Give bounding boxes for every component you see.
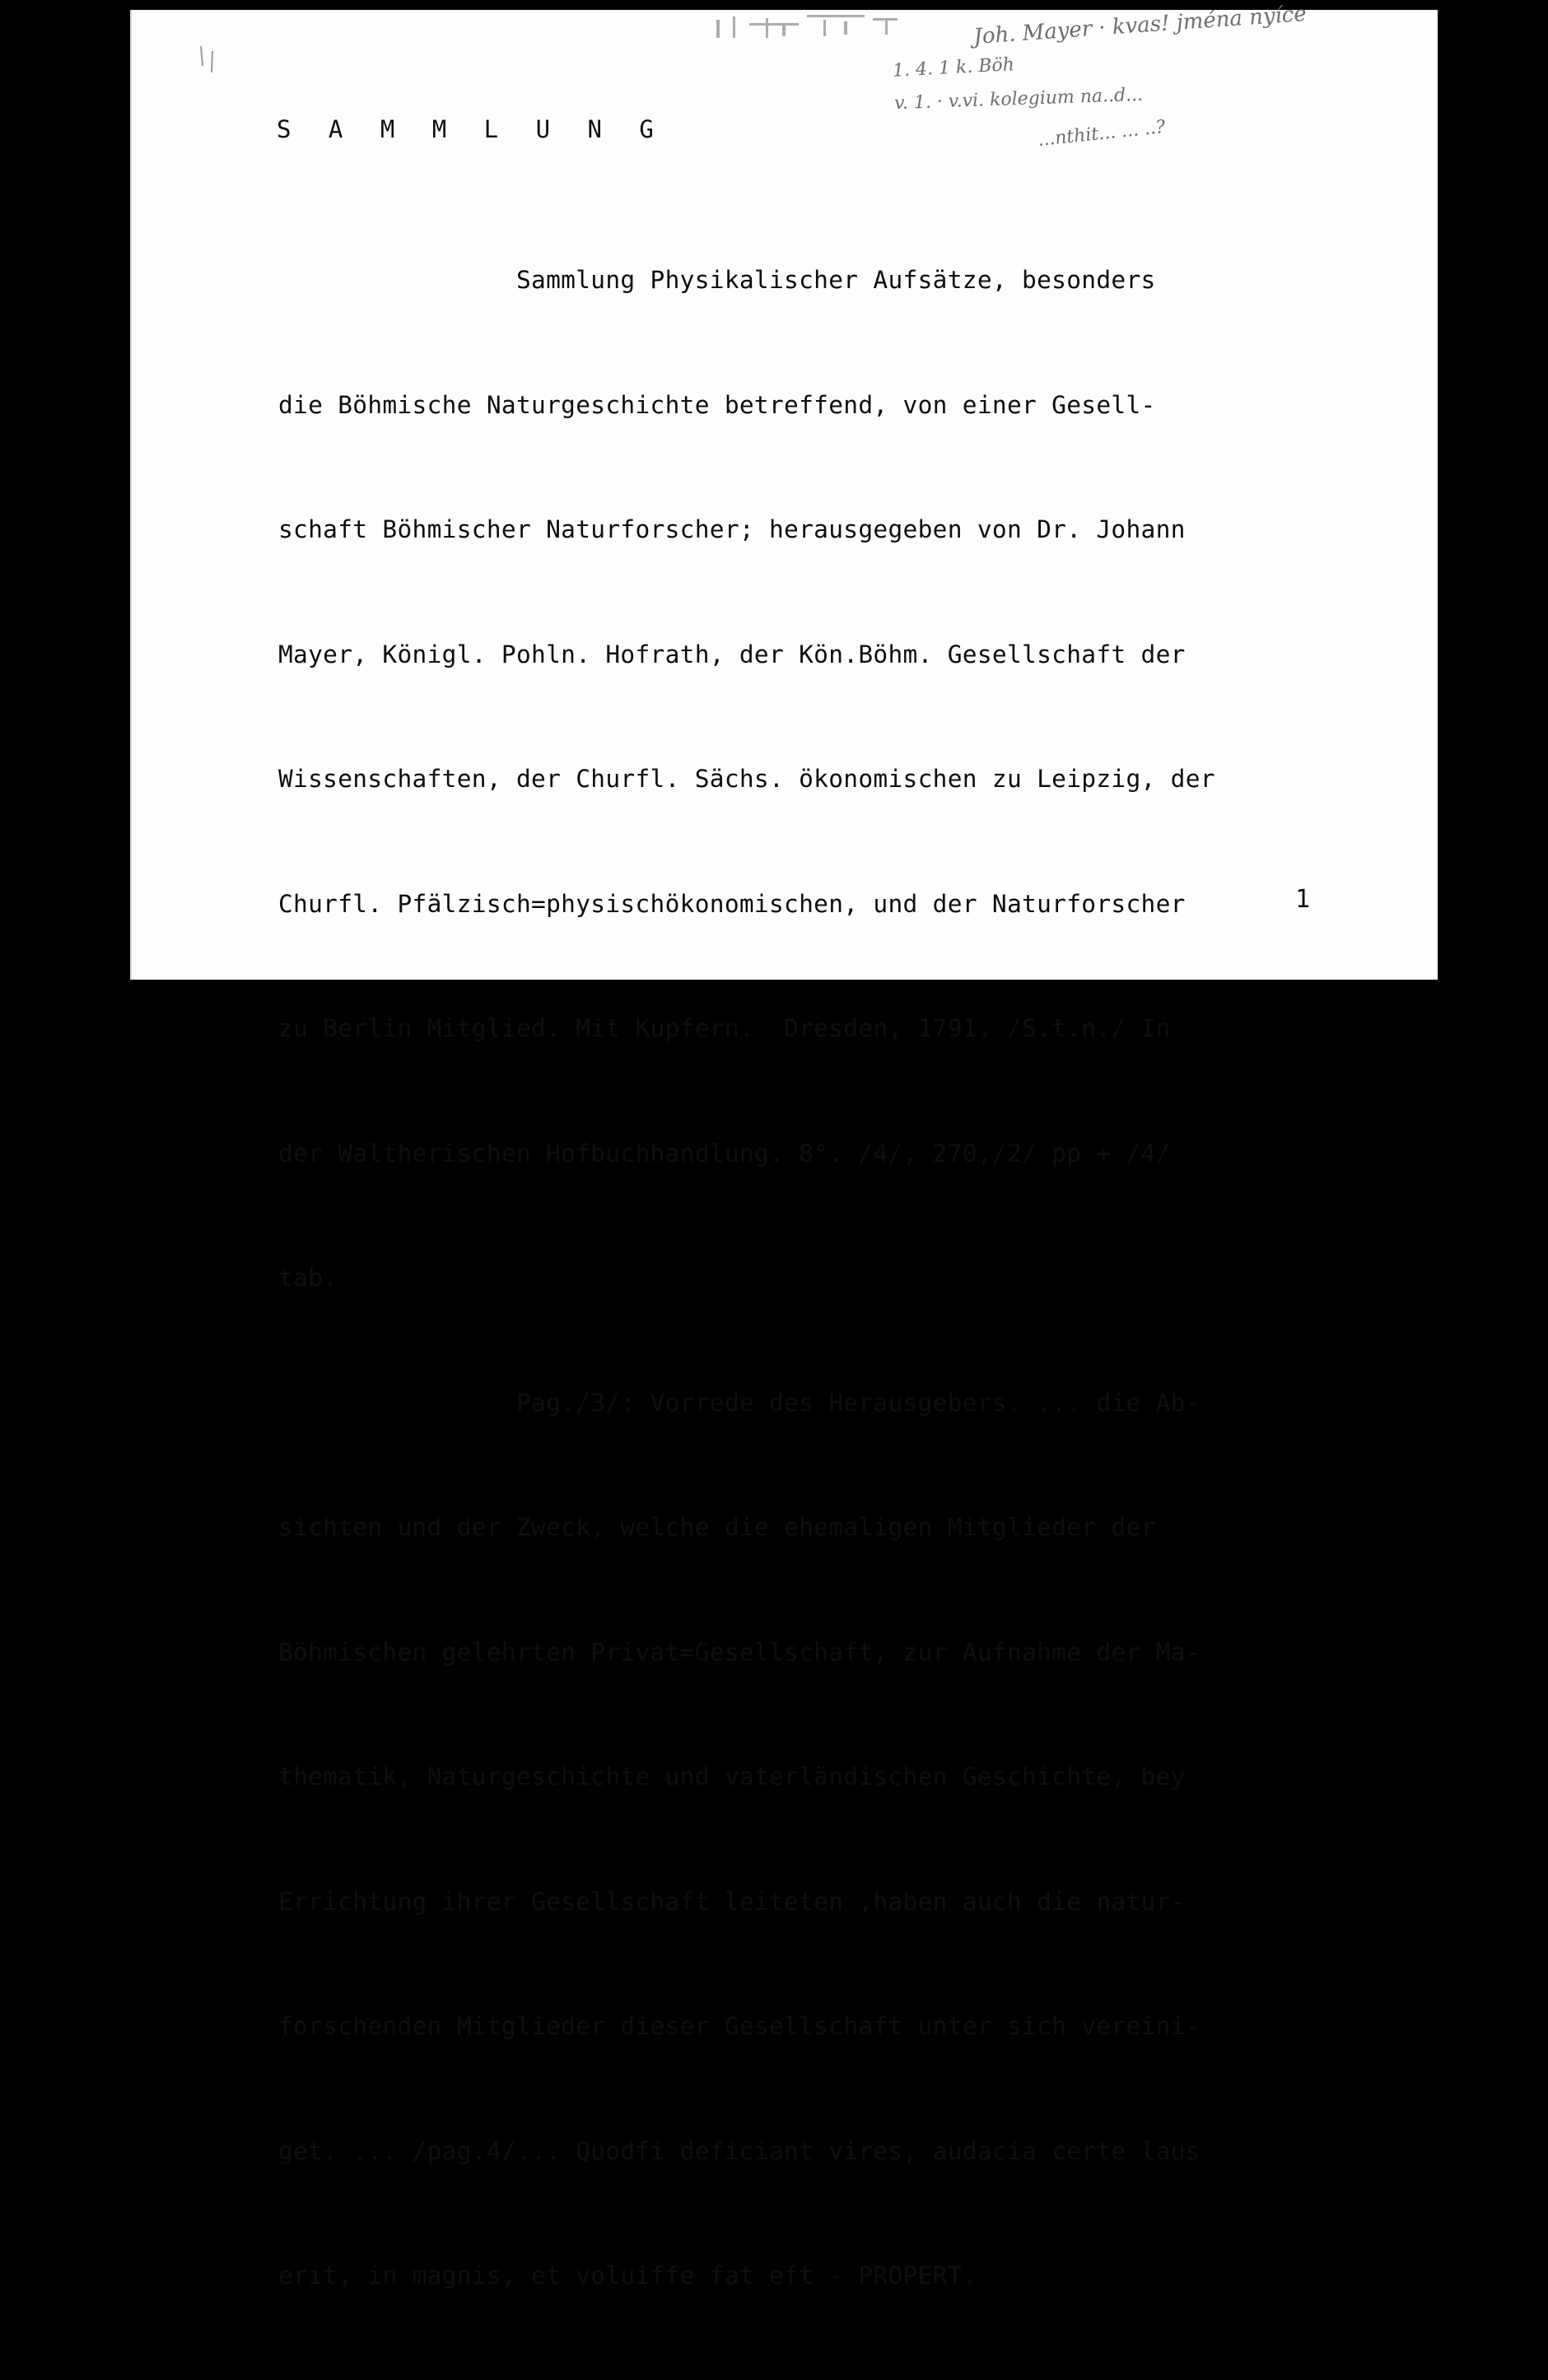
text-line: zu Berlin Mitglied. Mit Kupfern. Dresden, 1791. /S.t.n./ In bbox=[278, 1014, 1171, 1042]
handwritten-note-line: v. 1. · v.vi. kolegium na..d... bbox=[893, 84, 1144, 114]
text-line: forschenden Mitglieder dieser Gesellschaft unter sich vereini- bbox=[278, 2012, 1201, 2040]
text-line: sichten und der Zweck, welche die ehemaligen Mitglieder der bbox=[278, 1513, 1156, 1541]
text-line: schaft Böhmischer Naturforscher; herausgegeben von Dr. Johann bbox=[278, 515, 1186, 543]
text-line: erit, in magnis, et voluiffe fat eft - PROPERT. bbox=[278, 2261, 977, 2289]
page-number: 1 bbox=[1295, 885, 1311, 914]
card-heading: S A M M L U N G bbox=[277, 115, 665, 143]
handwritten-annotation bbox=[790, 0, 1433, 189]
typewritten-text bbox=[278, 176, 1373, 2380]
text-line: get. ... /pag.4/... Quodfi deficiant vires, audacia certe laus bbox=[278, 2136, 1201, 2165]
margin-mark bbox=[196, 43, 221, 76]
text-line: thematik, Naturgeschichte und vaterländischen Geschichte, bey bbox=[278, 1763, 1186, 1791]
text-line: Pag./3/: Vorrede des Herausgebers. ... die Ab- bbox=[278, 1388, 1201, 1417]
text-line: Sammlung Physikalischer Aufsätze, besonders bbox=[278, 266, 1156, 294]
text-line: die Böhmische Naturgeschichte betreffend, von einer Gesell- bbox=[278, 390, 1156, 419]
handwritten-note-line: Joh. Mayer · kvas! jména nyíce bbox=[972, 1, 1308, 50]
text-line: Churfl. Pfälzisch=physischökonomischen, und der Naturforscher bbox=[278, 889, 1186, 918]
text-line: Errichtung ihrer Gesellschaft leiteten ,haben auch die natur- bbox=[278, 1887, 1186, 1916]
text-line: der Waltherischen Hofbuchhandlung. 8°. /4/, 270,/2/ pp + /4/ bbox=[278, 1139, 1171, 1167]
text-line: Wissenschaften, der Churfl. Sächs. ökonomischen zu Leipzig, der bbox=[278, 765, 1215, 793]
text-line: Mayer, Königl. Pohln. Hofrath, der Kön.Böhm. Gesellschaft der bbox=[278, 640, 1186, 668]
handwritten-note-line: ...nthit... ... ..? bbox=[1037, 116, 1167, 151]
handwritten-note-line: 1. 4. 1 k. Böh bbox=[892, 54, 1015, 82]
text-line: Böhmischen gelehrten Privat=Gesellschaft, zur Aufnahme der Ma- bbox=[278, 1637, 1201, 1666]
text-line: tab. bbox=[278, 1264, 338, 1292]
